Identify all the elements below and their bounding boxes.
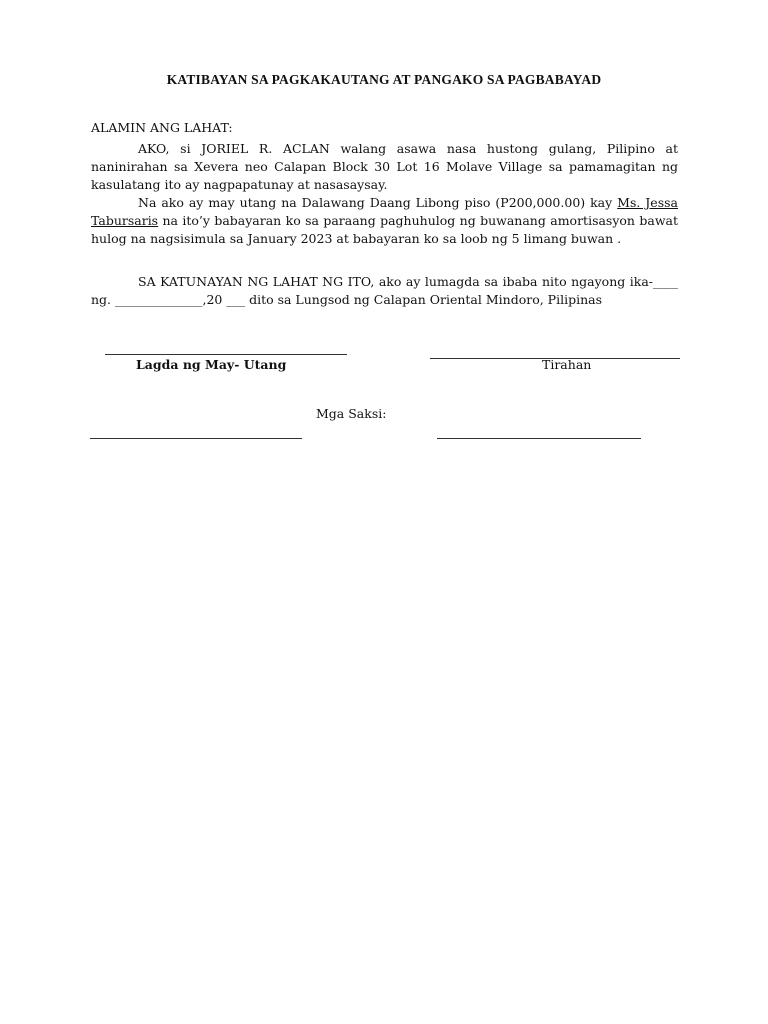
paragraph-debt: [91, 194, 678, 248]
witness-signature-line-1: [90, 438, 302, 439]
witnesses-label: Mga Saksi:: [316, 406, 387, 421]
document-title: KATIBAYAN SA PAGKAKAUTANG AT PANGAKO SA PAGBABAYAD: [166, 72, 602, 87]
debtor-signature-label: Lagda ng May- Utang: [136, 357, 287, 372]
debt-text-before: Na ako ay may utang na Dalawang Daang Libong piso (P200,000.00) kay: [138, 195, 618, 210]
address-label: Tirahan: [542, 357, 592, 372]
debtor-signature-line: [105, 354, 347, 355]
witness-signature-line-2: [437, 438, 641, 439]
paragraph-attestation: SA KATUNAYAN NG LAHAT NG ITO, ako ay lumagda sa ibaba nito ngayong ika-____ ng. ______________,20 ___ dito sa Lungsod ng Calapan Oriental Mindoro, Pilipinas: [91, 274, 678, 307]
paragraph-declaration: AKO, si JORIEL R. ACLAN walang asawa nasa hustong gulang, Pilipino at naninirahan sa Xevera neo Calapan Block 30 Lot 16 Molave Village sa pamamagitan ng kasulatang ito ay nagpapatunay at nasasaysay.: [91, 141, 678, 192]
creditor-name: Ms. Jessa Tabursaris: [91, 195, 678, 228]
salutation: ALAMIN ANG LAHAT:: [91, 120, 233, 135]
debt-text-after: na ito’y babayaran ko sa paraang paghuhulog ng buwanang amortisasyon bawat hulog na nagsisimula sa January 2023 at babayaran ko sa loob ng 5 limang buwan .: [91, 213, 678, 246]
